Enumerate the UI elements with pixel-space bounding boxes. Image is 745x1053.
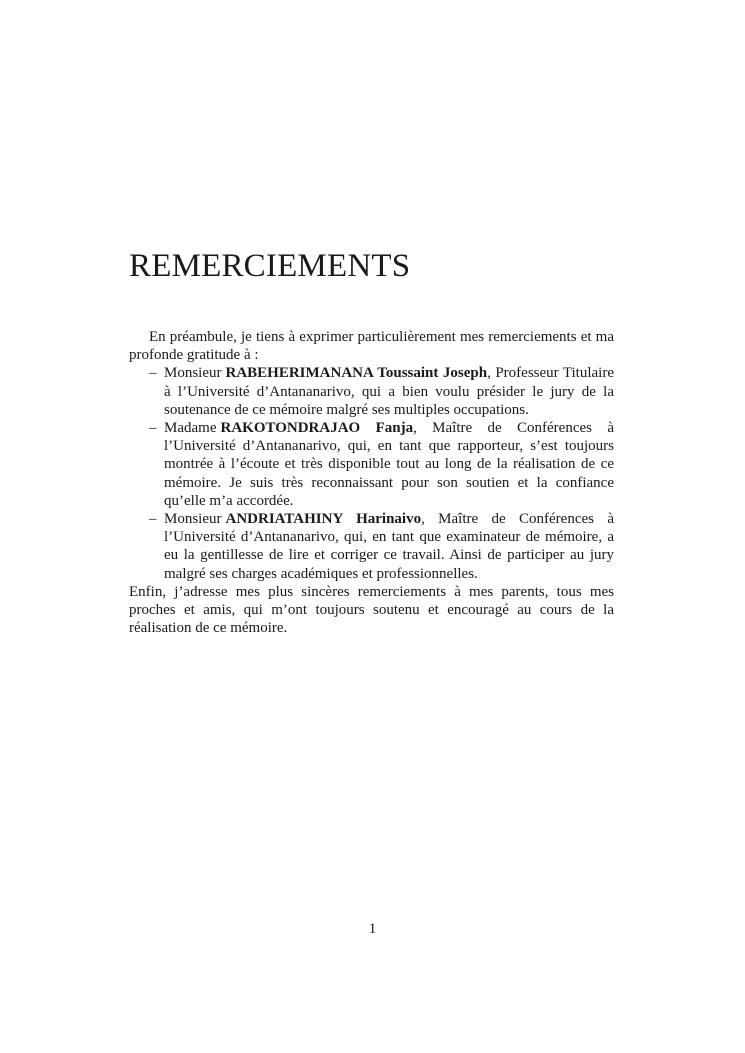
acknowledgements-body	[129, 328, 614, 637]
thanks-list	[129, 364, 614, 582]
item-name: ANDRIATAHINY Harinaivo	[225, 511, 422, 528]
item-text: , Maître de Conférences à l’Université d’Antananarivo, qui, en tant que examinateur de mémoire, a eu la gentillesse de lire et corriger ce travail. Ainsi de participer au jury malgré ses charges académiques et professionnelles.	[164, 511, 614, 582]
list-item	[129, 364, 614, 419]
page-number: 1	[368, 921, 377, 937]
list-marker: –	[149, 511, 157, 528]
list-marker: –	[149, 365, 157, 382]
item-text: , Maître de Conférences à l’Université d’Antananarivo, qui, en tant que rapporteur, s’est toujours montrée à l’écoute et très disponible tout au long de la réalisation de ce mémoire. Je suis très reconnaissant pour son soutien et la confiance qu’elle m’a accordée.	[164, 420, 615, 509]
item-prefix: Madame	[164, 420, 217, 437]
item-prefix: Monsieur	[164, 365, 222, 382]
item-name: RAKOTONDRAJAO Fanja	[220, 420, 414, 437]
intro-paragraph: En préambule, je tiens à exprimer particulièrement mes remerciements et ma profonde gratitude à :	[129, 329, 614, 364]
page-title: REMERCIEMENTS	[129, 248, 411, 284]
item-prefix: Monsieur	[164, 511, 222, 528]
list-marker: –	[149, 420, 157, 437]
list-item	[129, 510, 614, 583]
closing-paragraph: Enfin, j’adresse mes plus sincères remerciements à mes parents, tous mes proches et amis, qui m’ont toujours soutenu et encouragé au cours de la réalisation de ce mémoire.	[129, 583, 614, 637]
list-item	[129, 419, 614, 510]
item-text: , Professeur Titulaire à l’Université d’Antananarivo, qui a bien voulu présider le jury de la soutenance de ce mémoire malgré ses multiples occupations.	[164, 365, 614, 418]
item-name: RABEHERIMANANA Toussaint Joseph	[225, 365, 488, 382]
